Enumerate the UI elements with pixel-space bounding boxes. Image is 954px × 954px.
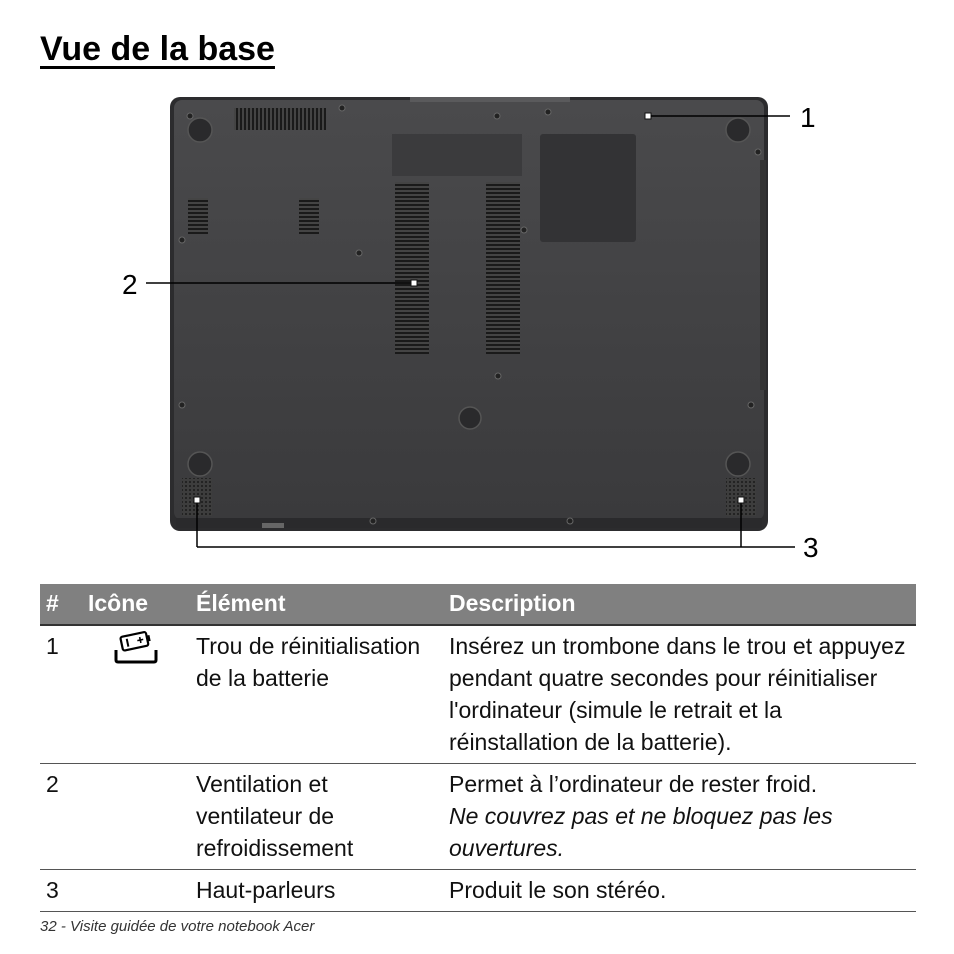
page-title: Vue de la base: [40, 30, 275, 68]
table-header-row: [40, 584, 916, 625]
row-icon-cell: [82, 625, 190, 764]
memory-panel: [540, 134, 636, 242]
svg-text:3: 3: [803, 532, 819, 563]
left-vent-small-2: [299, 198, 319, 234]
feature-table: [40, 584, 916, 912]
row-num: 3: [40, 870, 82, 912]
row-description: Permet à l’ordinateur de rester froid.: [449, 771, 818, 797]
battery-reset-icon: [112, 630, 160, 664]
header-num: #: [40, 584, 82, 625]
top-vent: [234, 108, 326, 130]
row-icon-cell: [82, 870, 190, 912]
svg-text:2: 2: [122, 269, 138, 300]
row-element: Haut-parleurs: [190, 870, 443, 912]
row-description: Insérez un trombone dans le trou et appuyez pendant quatre secondes pour réinitialiser l'ordinateur (simule le retrait et la réinstallation de la batterie).: [443, 625, 916, 764]
table-row: [40, 764, 916, 870]
row-num: 2: [40, 764, 82, 870]
row-num: 1: [40, 625, 82, 764]
header-description: Description: [443, 584, 916, 625]
table-row: [40, 870, 916, 912]
svg-text:1: 1: [800, 102, 816, 133]
table-row: [40, 625, 916, 764]
header-element: Élément: [190, 584, 443, 625]
header-icon: Icône: [82, 584, 190, 625]
page-footer: 32 - Visite guidée de votre notebook Acer: [40, 918, 315, 935]
upper-panel: [392, 134, 522, 176]
row-element: Trou de réinitialisation de la batterie: [190, 625, 443, 764]
cooling-vent-right: [486, 182, 520, 354]
row-element: Ventilation et ventilateur de refroidissement: [190, 764, 443, 870]
row-description-cell: [443, 764, 916, 870]
cooling-vent-left: [395, 182, 429, 354]
left-vent-small-1: [188, 198, 208, 234]
row-note: Ne couvrez pas et ne bloquez pas les ouvertures.: [449, 803, 833, 861]
row-description: Produit le son stéréo.: [443, 870, 916, 912]
battery-reset-hole: [645, 113, 651, 119]
row-icon-cell: [82, 764, 190, 870]
